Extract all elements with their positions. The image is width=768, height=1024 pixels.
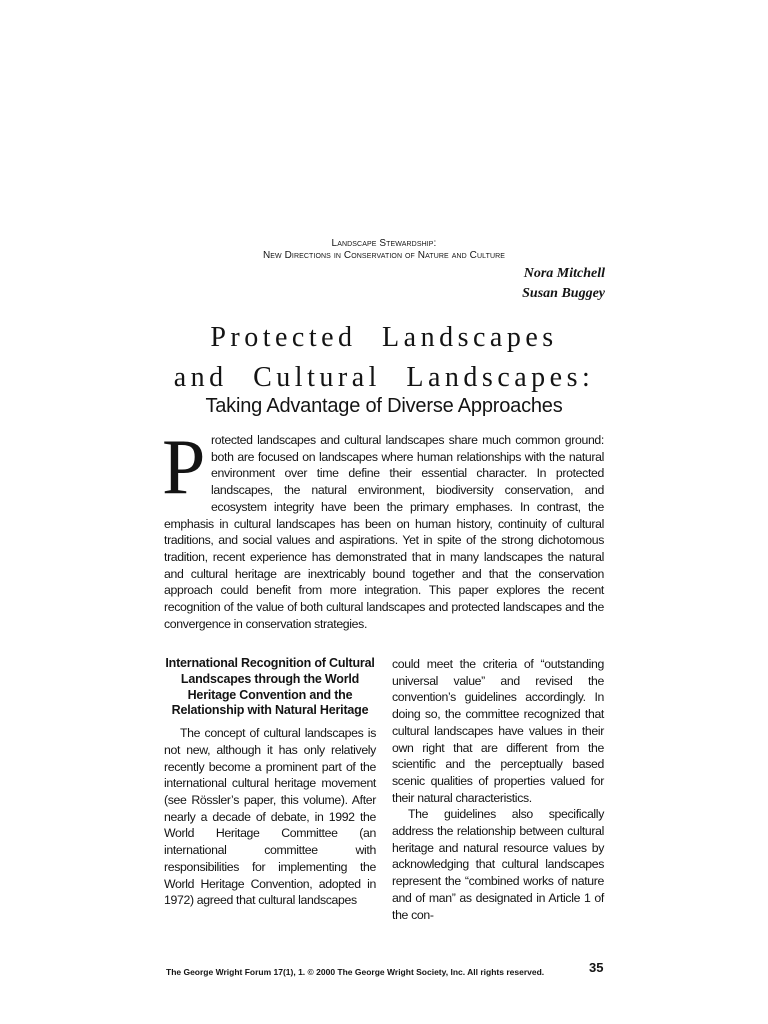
author-1: Nora Mitchell	[523, 266, 605, 281]
left-column	[164, 656, 376, 909]
series-heading	[0, 238, 768, 262]
article-title	[0, 318, 768, 398]
article-subtitle: Taking Advantage of Diverse Approaches	[205, 395, 563, 417]
author-2: Susan Buggey	[522, 286, 605, 301]
abstract-paragraph	[162, 423, 604, 632]
body-paragraph: could meet the criteria of “outstanding universal value” and revised the convention’s guidelines accordingly. In doing so, the committee recognized that cultural landscapes have values in their own right that are different from the scientific and the perceptually based scenic qualities of properties valued for their natural characteristics.	[392, 657, 604, 805]
abstract-text: rotected landscapes and cultural landscapes share much common ground: both are focused on landscapes where human relationships with the natural environment over time define their essential character. In protected landscapes, the natural environment, biodiversity conservation, and ecosystem integrity have been the primary emphases. In contrast, the emphasis in cultural landscapes has been on human history, continuity of cultural traditions, and social values and aspirations. Yet in spite of the strong dichotomous tradition, recent experience has demonstrated that in many landscapes the natural and cultural heritage are inextricably bound together and that the conservation approach could benefit from more integration. This paper explores the recent recognition of the value of both cultural landscapes and protected landscapes and the convergence in conservation strategies.	[164, 433, 604, 631]
footer-citation: The George Wright Forum 17(1), 1. © 2000 The George Wright Society, Inc. All rights reserved.	[166, 967, 545, 977]
series-line-2: New Directions in Conservation of Nature and Culture	[262, 250, 506, 261]
body-paragraph: The guidelines also specifically address the relationship between cultural heritage and natural resource values by acknowledging that cultural landscapes represent the “combined works of nature and of man” as designated in Article 1 of the con-	[392, 807, 604, 922]
title-line-1: Protected Landscapes	[210, 322, 558, 353]
author-list	[522, 264, 605, 304]
drop-cap: P	[162, 423, 206, 510]
page-number: 35	[589, 960, 604, 975]
right-column	[392, 656, 604, 923]
series-line-1: Landscape Stewardship:	[331, 238, 437, 249]
section-heading: International Recognition of Cultural Landscapes through the World Heritage Convention and the Relationship with Natural Heritage	[165, 656, 375, 718]
body-paragraph: The concept of cultural landscapes is not new, although it has only relatively recently become a prominent part of the international cultural heritage movement (see Rössler’s paper, this volume). After nearly a decade of debate, in 1992 the World Heritage Committee (an international committee with responsibilities for implementing the World Heritage Convention, adopted in 1972) agreed that cultural landscapes	[164, 726, 376, 908]
title-line-2: and Cultural Landscapes:	[173, 362, 595, 393]
